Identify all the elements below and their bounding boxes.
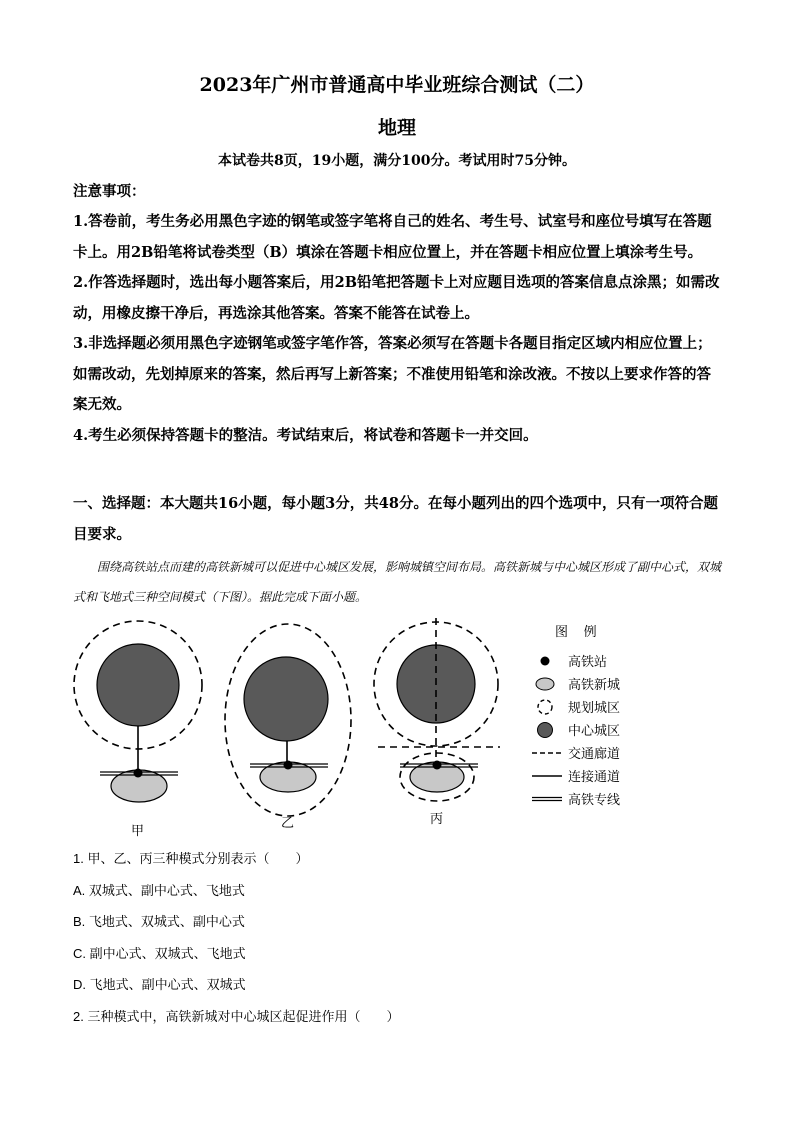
legend-label: 中心城区 [568,723,621,738]
notes-list [73,207,723,451]
note-item: 2.作答选择题时，选出每小题答案后，用2B铅笔把答题卡上对应题目选项的答案信息点涂黑；如需改动，用橡皮擦干净后，再选涂其他答案。答案不能答在试卷上。 [73,274,720,322]
legend-item [532,718,692,741]
section-heading-text: 一、选择题：本大题共16小题，每小题3分，共48分。在每小题列出的四个选项中，只有一项符合题目要求。 [73,495,718,543]
legend-label: 高铁专线 [568,792,621,807]
legend-title: 图 例 [555,624,603,639]
center-city-circle [97,644,179,726]
pattern-bing-diagram [374,618,500,801]
question-stem: 1. 甲、乙、丙三种模式分别表示（ ） [73,851,309,866]
subject-title: 地理 [377,117,416,139]
station-dot [284,761,293,770]
note-item: 3.非选择题必须用黑色字迹钢笔或签字笔作答，答案必须写在答题卡各题目指定区域内相应位置上；如需改动，先划掉原来的答案，然后再写上新答案；不准使用铅笔和涂改液。不按以上要求作答的答案无效。 [73,335,712,413]
station-dot-icon [532,651,562,671]
legend-item [532,764,692,787]
legend-item [532,649,692,672]
legend [532,649,692,810]
legend-label: 高铁新城 [568,677,621,692]
legend-label: 交通廊道 [568,746,621,761]
question-option: C. 副中心式、双城式、飞地式 [73,945,246,961]
legend-item [532,787,692,810]
legend-label: 高铁站 [568,654,608,669]
exam-info: 本试卷共8页，19小题，满分100分。考试用时75分钟。 [218,153,576,169]
legend-item [532,741,692,764]
figure-label-jia: 甲 [131,823,145,838]
question-option: D. 飞地式、副中心式、双城式 [73,977,246,992]
note-item: 4.考生必须保持答题卡的整洁。考试结束后，将试卷和答题卡一并交回。 [73,426,538,444]
question-option: B. 飞地式、双城式、副中心式 [73,914,245,929]
page-title: 2023年广州市普通高中毕业班综合测试（二） [199,74,595,96]
question-option: A. 双城式、副中心式、飞地式 [73,882,245,898]
notes-heading: 注意事项： [73,183,146,200]
figure-label-yi: 乙 [281,815,295,830]
new-city-ellipse-icon [532,674,562,694]
figure-label-bing: 丙 [430,811,444,826]
legend-item [532,695,692,718]
legend-item [532,672,692,695]
legend-label: 规划城区 [568,700,621,715]
center-city-circle [244,657,328,741]
station-dot [433,761,442,770]
pattern-yi-diagram [225,624,351,816]
question-stem: 2. 三种模式中，高铁新城对中心城区起促进作用（ ） [73,1008,400,1024]
center-city-circle-icon [532,720,562,740]
section-heading [73,489,723,550]
solid-line-icon [532,766,562,786]
pattern-jia-diagram [74,621,202,802]
double-line-icon [532,789,562,809]
planning-area-dashed-circle-icon [532,697,562,717]
note-item: 1.答卷前，考生务必用黑色字迹的钢笔或签字笔将自己的姓名、考生号、试室号和座位号填写在答题卡上。用2B铅笔将试卷类型（B）填涂在答题卡相应位置上，并在答题卡相应位置上填涂考生号。 [73,213,712,261]
legend-label: 连接通道 [568,769,621,784]
station-dot [134,769,143,778]
question-intro: 围绕高铁站点而建的高铁新城可以促进中心城区发展，影响城镇空间布局。高铁新城与中心城区形成了副中心式，双城式和飞地式三种空间模式（下图）。据此完成下面小题。 [73,560,722,604]
dashed-line-icon [532,743,562,763]
questions [73,843,723,1032]
